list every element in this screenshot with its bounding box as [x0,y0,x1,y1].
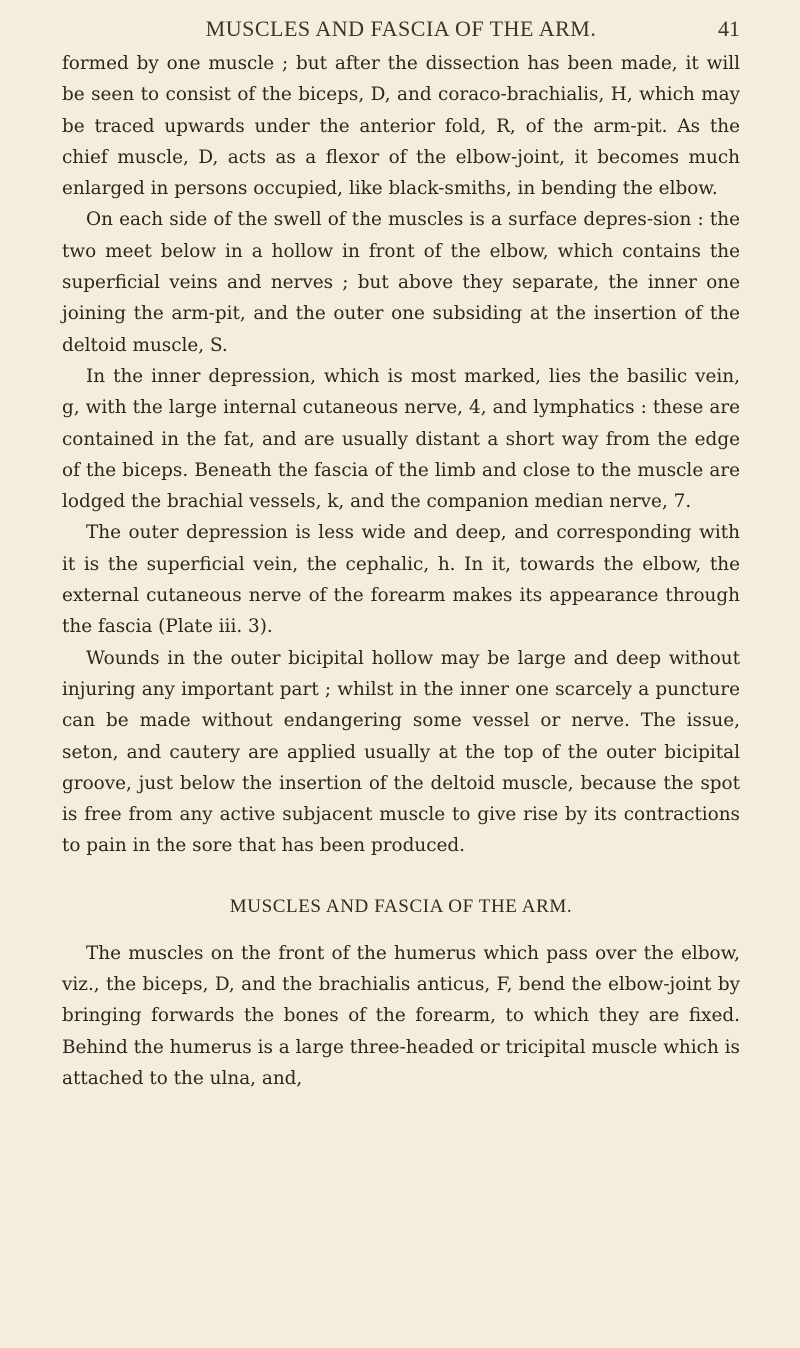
paragraph-inner-depression: In the inner depression, which is most marked, lies the basilic vein, g, with the large internal cutaneous nerve, 4, and lymphatics : these are contained in the fat, and are usually distant a short way from the edge of the biceps. Beneath the fascia of the limb and close to the muscle are lodged the brachial vessels, k, and the companion median nerve, 7. [62,365,740,513]
paragraph-continuation: formed by one muscle ; but after the dissection has been made, it will be seen to consist of the biceps, D, and coraco-brachialis, H, which may be traced upwards under the anterior fold, R, of the arm-pit. As the chief muscle, D, acts as a flexor of the elbow-joint, it becomes much enlarged in persons occupied, like black-smiths, in bending the elbow. [62,53,740,200]
section-heading: MUSCLES AND FASCIA OF THE ARM. [229,895,573,917]
page-number: 41 [718,16,740,41]
book-page [0,8,800,1348]
running-title: MUSCLES AND FASCIA OF THE ARM. [205,16,597,41]
paragraph-wounds: Wounds in the outer bicipital hollow may be large and deep without injuring any important part ; whilst in the inner one scarcely a puncture can be made without endangering some vessel or nerve. The issue, seton, and cautery are applied usually at the top of the outer bicipital groove, just below the insertion of the deltoid muscle, because the spot is free from any active subjacent muscle to give rise by its contractions to pain in the sore that has been produced. [62,647,740,857]
paragraph-muscles-front: The muscles on the front of the humerus which pass over the elbow, viz., the biceps, D, and the brachialis anticus, F, bend the elbow-joint by bringing forwards the bones of the forearm, to which they are fixed. Behind the humerus is a large three-headed or tricipital muscle which is attached to the ulna, and, [62,942,740,1089]
paragraph-outer-depression: The outer depression is less wide and deep, and corresponding with it is the superficial vein, the cephalic, h. In it, towards the elbow, the external cutaneous nerve of the forearm makes its appearance through the fascia (Plate iii. 3). [62,522,740,638]
paragraph-surface-depression: On each side of the swell of the muscles is a surface depres-sion : the two meet below in a hollow in front of the elbow, which contains the superficial veins and nerves ; but above they separate, the inner one joining the arm-pit, and the outer one subsiding at the insertion of the deltoid muscle, S. [62,209,740,356]
body-text [62,48,740,1094]
running-header [62,8,740,42]
